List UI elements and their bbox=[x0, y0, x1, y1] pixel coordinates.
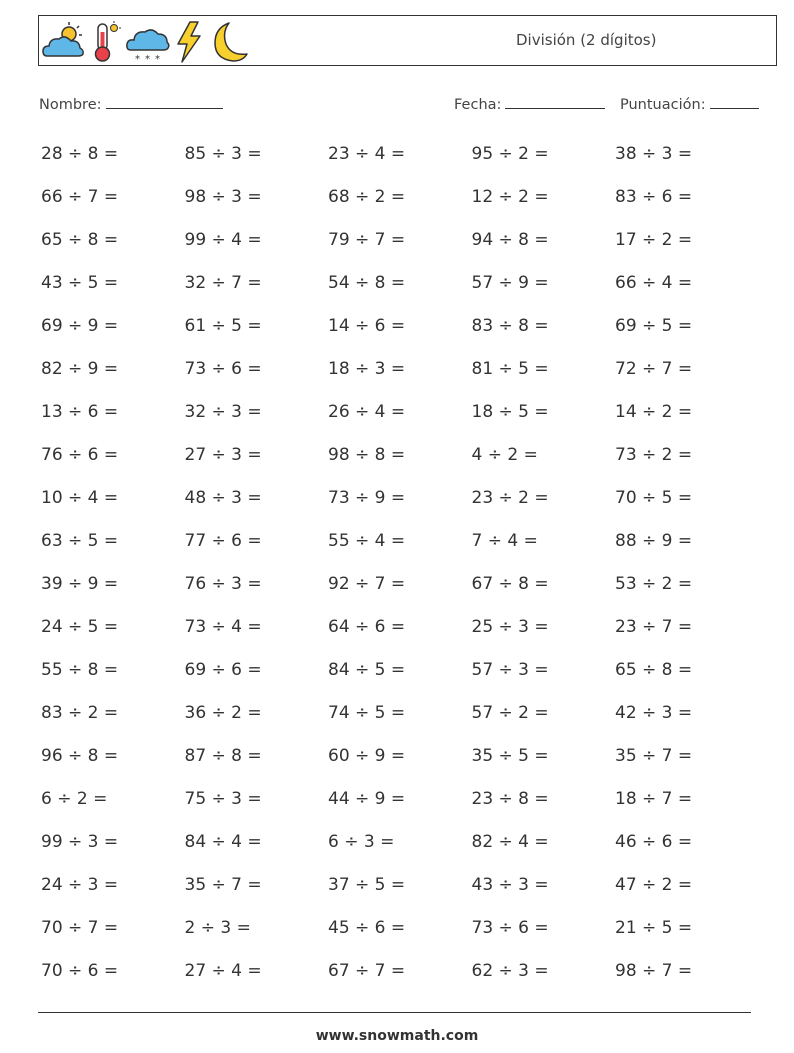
division-problem: 69 ÷ 6 = bbox=[184, 660, 262, 680]
division-problem: 74 ÷ 5 = bbox=[328, 703, 406, 723]
division-problem: 21 ÷ 5 = bbox=[615, 918, 693, 938]
svg-text:*: * bbox=[145, 54, 150, 64]
crescent-moon-icon bbox=[209, 20, 251, 64]
division-problem: 23 ÷ 7 = bbox=[615, 617, 693, 637]
division-problem: 83 ÷ 6 = bbox=[615, 187, 693, 207]
division-problem: 77 ÷ 6 = bbox=[184, 531, 262, 551]
problem-row bbox=[41, 395, 761, 438]
score-field bbox=[620, 94, 759, 113]
division-problem: 60 ÷ 9 = bbox=[328, 746, 406, 766]
worksheet-title: División (2 dígitos) bbox=[516, 31, 657, 49]
name-field bbox=[39, 94, 223, 113]
division-problem: 94 ÷ 8 = bbox=[471, 230, 549, 250]
division-problem: 95 ÷ 2 = bbox=[471, 144, 549, 164]
division-problem: 98 ÷ 3 = bbox=[184, 187, 262, 207]
division-problem: 35 ÷ 7 = bbox=[615, 746, 693, 766]
division-problem: 10 ÷ 4 = bbox=[41, 488, 119, 508]
snow-cloud-icon bbox=[125, 20, 171, 64]
problem-row bbox=[41, 911, 761, 954]
division-problem: 65 ÷ 8 = bbox=[41, 230, 119, 250]
division-problem: 55 ÷ 8 = bbox=[41, 660, 119, 680]
lightning-icon bbox=[173, 20, 207, 64]
division-problem: 64 ÷ 6 = bbox=[328, 617, 406, 637]
problem-row bbox=[41, 481, 761, 524]
division-problem: 61 ÷ 5 = bbox=[184, 316, 262, 336]
problem-grid bbox=[41, 137, 761, 997]
division-problem: 44 ÷ 9 = bbox=[328, 789, 406, 809]
division-problem: 83 ÷ 2 = bbox=[41, 703, 119, 723]
division-problem: 67 ÷ 8 = bbox=[471, 574, 549, 594]
division-problem: 18 ÷ 5 = bbox=[471, 402, 549, 422]
problem-row bbox=[41, 266, 761, 309]
division-problem: 57 ÷ 3 = bbox=[471, 660, 549, 680]
name-label: Nombre: bbox=[39, 97, 102, 113]
problem-row bbox=[41, 137, 761, 180]
division-problem: 13 ÷ 6 = bbox=[41, 402, 119, 422]
division-problem: 23 ÷ 8 = bbox=[471, 789, 549, 809]
division-problem: 68 ÷ 2 = bbox=[328, 187, 406, 207]
division-problem: 73 ÷ 9 = bbox=[328, 488, 406, 508]
score-label: Puntuación: bbox=[620, 97, 706, 113]
division-problem: 73 ÷ 2 = bbox=[615, 445, 693, 465]
division-problem: 17 ÷ 2 = bbox=[615, 230, 693, 250]
header-box bbox=[38, 15, 777, 66]
problem-row bbox=[41, 180, 761, 223]
division-problem: 67 ÷ 7 = bbox=[328, 961, 406, 981]
division-problem: 98 ÷ 8 = bbox=[328, 445, 406, 465]
division-problem: 35 ÷ 7 = bbox=[184, 875, 262, 895]
division-problem: 73 ÷ 6 = bbox=[184, 359, 262, 379]
division-problem: 24 ÷ 5 = bbox=[41, 617, 119, 637]
division-problem: 79 ÷ 7 = bbox=[328, 230, 406, 250]
division-problem: 38 ÷ 3 = bbox=[615, 144, 693, 164]
division-problem: 99 ÷ 4 = bbox=[184, 230, 262, 250]
division-problem: 27 ÷ 4 = bbox=[184, 961, 262, 981]
division-problem: 53 ÷ 2 = bbox=[615, 574, 693, 594]
problem-row bbox=[41, 825, 761, 868]
division-problem: 4 ÷ 2 = bbox=[471, 445, 538, 465]
division-problem: 55 ÷ 4 = bbox=[328, 531, 406, 551]
division-problem: 14 ÷ 2 = bbox=[615, 402, 693, 422]
problem-row bbox=[41, 782, 761, 825]
problem-row bbox=[41, 954, 761, 997]
thermometer-icon bbox=[89, 20, 123, 64]
division-problem: 70 ÷ 5 = bbox=[615, 488, 693, 508]
problem-row bbox=[41, 567, 761, 610]
division-problem: 47 ÷ 2 = bbox=[615, 875, 693, 895]
division-problem: 84 ÷ 5 = bbox=[328, 660, 406, 680]
division-problem: 63 ÷ 5 = bbox=[41, 531, 119, 551]
division-problem: 83 ÷ 8 = bbox=[471, 316, 549, 336]
date-label: Fecha: bbox=[454, 97, 502, 113]
division-problem: 81 ÷ 5 = bbox=[471, 359, 549, 379]
date-field bbox=[454, 94, 605, 113]
division-problem: 76 ÷ 3 = bbox=[184, 574, 262, 594]
division-problem: 85 ÷ 3 = bbox=[184, 144, 262, 164]
problem-row bbox=[41, 610, 761, 653]
division-problem: 45 ÷ 6 = bbox=[328, 918, 406, 938]
division-problem: 75 ÷ 3 = bbox=[184, 789, 262, 809]
score-blank[interactable] bbox=[710, 94, 759, 109]
problem-row bbox=[41, 739, 761, 782]
division-problem: 73 ÷ 6 = bbox=[471, 918, 549, 938]
division-problem: 98 ÷ 7 = bbox=[615, 961, 693, 981]
division-problem: 28 ÷ 8 = bbox=[41, 144, 119, 164]
problem-row bbox=[41, 352, 761, 395]
division-problem: 2 ÷ 3 = bbox=[184, 918, 251, 938]
division-problem: 39 ÷ 9 = bbox=[41, 574, 119, 594]
name-blank[interactable] bbox=[106, 94, 223, 109]
division-problem: 43 ÷ 3 = bbox=[471, 875, 549, 895]
problem-row bbox=[41, 438, 761, 481]
division-problem: 27 ÷ 3 = bbox=[184, 445, 262, 465]
problem-row bbox=[41, 524, 761, 567]
problem-row bbox=[41, 696, 761, 739]
date-blank[interactable] bbox=[505, 94, 605, 109]
division-problem: 76 ÷ 6 = bbox=[41, 445, 119, 465]
division-problem: 57 ÷ 9 = bbox=[471, 273, 549, 293]
division-problem: 23 ÷ 2 = bbox=[471, 488, 549, 508]
cloud-sun-icon bbox=[41, 20, 87, 64]
division-problem: 18 ÷ 3 = bbox=[328, 359, 406, 379]
division-problem: 6 ÷ 2 = bbox=[41, 789, 108, 809]
problem-row bbox=[41, 309, 761, 352]
division-problem: 43 ÷ 5 = bbox=[41, 273, 119, 293]
division-problem: 84 ÷ 4 = bbox=[184, 832, 262, 852]
division-problem: 88 ÷ 9 = bbox=[615, 531, 693, 551]
division-problem: 66 ÷ 7 = bbox=[41, 187, 119, 207]
division-problem: 62 ÷ 3 = bbox=[471, 961, 549, 981]
division-problem: 42 ÷ 3 = bbox=[615, 703, 693, 723]
svg-text:*: * bbox=[155, 54, 160, 64]
division-problem: 7 ÷ 4 = bbox=[471, 531, 538, 551]
division-problem: 54 ÷ 8 = bbox=[328, 273, 406, 293]
division-problem: 70 ÷ 7 = bbox=[41, 918, 119, 938]
division-problem: 12 ÷ 2 = bbox=[471, 187, 549, 207]
division-problem: 65 ÷ 8 = bbox=[615, 660, 693, 680]
division-problem: 26 ÷ 4 = bbox=[328, 402, 406, 422]
division-problem: 87 ÷ 8 = bbox=[184, 746, 262, 766]
division-problem: 35 ÷ 5 = bbox=[471, 746, 549, 766]
division-problem: 24 ÷ 3 = bbox=[41, 875, 119, 895]
svg-text:*: * bbox=[135, 54, 140, 64]
division-problem: 99 ÷ 3 = bbox=[41, 832, 119, 852]
division-problem: 48 ÷ 3 = bbox=[184, 488, 262, 508]
division-problem: 66 ÷ 4 = bbox=[615, 273, 693, 293]
problem-row bbox=[41, 868, 761, 911]
division-problem: 46 ÷ 6 = bbox=[615, 832, 693, 852]
footer-divider bbox=[38, 1012, 751, 1013]
division-problem: 57 ÷ 2 = bbox=[471, 703, 549, 723]
division-problem: 73 ÷ 4 = bbox=[184, 617, 262, 637]
division-problem: 37 ÷ 5 = bbox=[328, 875, 406, 895]
division-problem: 72 ÷ 7 = bbox=[615, 359, 693, 379]
problem-row bbox=[41, 223, 761, 266]
division-problem: 36 ÷ 2 = bbox=[184, 703, 262, 723]
division-problem: 18 ÷ 7 = bbox=[615, 789, 693, 809]
division-problem: 69 ÷ 9 = bbox=[41, 316, 119, 336]
division-problem: 82 ÷ 9 = bbox=[41, 359, 119, 379]
division-problem: 23 ÷ 4 = bbox=[328, 144, 406, 164]
division-problem: 32 ÷ 3 = bbox=[184, 402, 262, 422]
division-problem: 96 ÷ 8 = bbox=[41, 746, 119, 766]
division-problem: 70 ÷ 6 = bbox=[41, 961, 119, 981]
division-problem: 92 ÷ 7 = bbox=[328, 574, 406, 594]
weather-icons bbox=[41, 19, 253, 65]
division-problem: 82 ÷ 4 = bbox=[471, 832, 549, 852]
problem-row bbox=[41, 653, 761, 696]
footer-url: www.snowmath.com bbox=[315, 1028, 479, 1044]
division-problem: 6 ÷ 3 = bbox=[328, 832, 395, 852]
division-problem: 25 ÷ 3 = bbox=[471, 617, 549, 637]
division-problem: 14 ÷ 6 = bbox=[328, 316, 406, 336]
division-problem: 69 ÷ 5 = bbox=[615, 316, 693, 336]
division-problem: 32 ÷ 7 = bbox=[184, 273, 262, 293]
